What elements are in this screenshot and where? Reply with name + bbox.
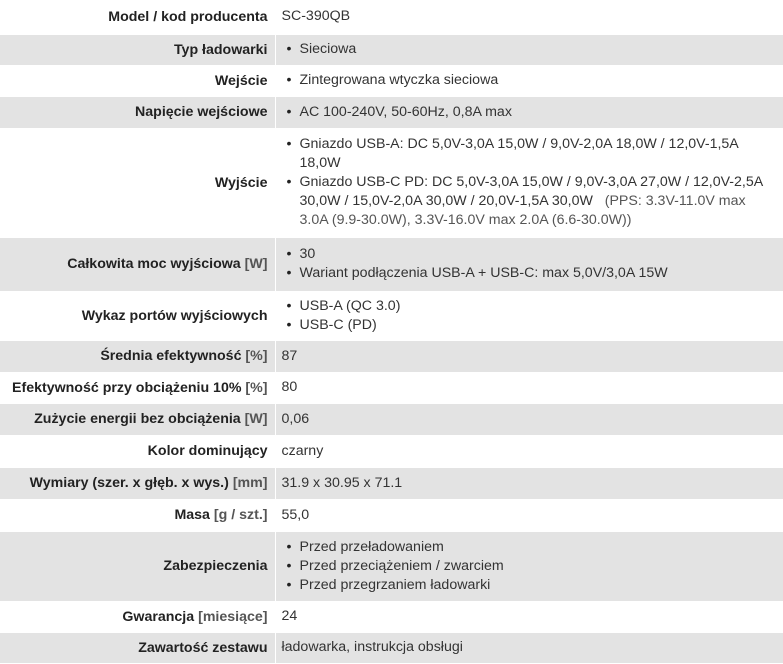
pps-note: (PPS: 3.3V-11.0V max 3.0A (9.9-30.0W), 3.3V-16.0V max 2.0A (6.6-30.0W)) [299, 193, 746, 228]
spec-label: Typ ładowarki [0, 34, 275, 65]
list-item [300, 173, 778, 230]
spec-row-model [0, 0, 783, 34]
spec-value [275, 128, 783, 237]
spec-label: Zawartość zestawu [0, 632, 275, 663]
list-item: • Przed przegrzaniem ładowarki [300, 576, 778, 595]
spec-label: Wykaz portów wyjściowych [0, 291, 275, 340]
spec-label: Zabezpieczenia [0, 531, 275, 601]
list-item: • AC 100-240V, 50-60Hz, 0,8A max [300, 103, 778, 122]
spec-row-avg-efficiency [0, 340, 783, 372]
list-item: • Sieciowa [300, 40, 778, 59]
spec-row-output [0, 128, 783, 237]
spec-value: ładowarka, instrukcja obsługi [275, 632, 783, 663]
spec-value: 87 [275, 340, 783, 372]
spec-label: Kolor dominujący [0, 435, 275, 467]
list-item: • Przed przeciążeniem / zwarciem [300, 557, 778, 576]
list-item: • Przed przeładowaniem [300, 538, 778, 557]
unit: [%] [245, 348, 268, 364]
spec-row-protections [0, 531, 783, 601]
spec-label: Efektywność przy obciążeniu 10% [%] [0, 372, 275, 403]
spec-value [275, 34, 783, 65]
spec-value: czarny [275, 435, 783, 467]
spec-value [275, 65, 783, 96]
spec-row-input-voltage [0, 96, 783, 128]
spec-row-efficiency-10 [0, 372, 783, 403]
spec-row-weight [0, 499, 783, 531]
spec-value: 31.9 x 30.95 x 71.1 [275, 467, 783, 499]
list-item: • 30 [300, 245, 778, 264]
unit: [W] [244, 256, 268, 272]
spec-row-no-load [0, 403, 783, 435]
spec-label: Zużycie energii bez obciążenia [W] [0, 403, 275, 435]
spec-label: Masa [g / szt.] [0, 499, 275, 531]
spec-value: SC-390QB [275, 0, 783, 34]
spec-label: Model / kod producenta [0, 0, 275, 34]
spec-row-ports [0, 291, 783, 340]
spec-label: Średnia efektywność [%] [0, 340, 275, 372]
spec-value: 24 [275, 601, 783, 632]
spec-row-input [0, 65, 783, 96]
spec-value: 80 [275, 372, 783, 403]
spec-row-total-power [0, 237, 783, 291]
spec-value [275, 531, 783, 601]
spec-row-color [0, 435, 783, 467]
spec-label: Wejście [0, 65, 275, 96]
spec-value [275, 96, 783, 128]
spec-row-charger-type [0, 34, 783, 65]
list-item: • Zintegrowana wtyczka sieciowa [300, 71, 778, 90]
unit: [g / szt.] [213, 507, 268, 523]
spec-value [275, 291, 783, 340]
spec-label: Wyjście [0, 128, 275, 237]
spec-value: 0,06 [275, 403, 783, 435]
spec-value: 55,0 [275, 499, 783, 531]
spec-row-package [0, 632, 783, 663]
output-usbc-text: Gniazdo USB-C PD: DC 5,0V-3,0A 15,0W / 9,0V-3,0A 27,0W / 12,0V-2,5A 30,0W / 15,0V-2,0A 30,0W / 20,0V-1,5A 30,0W [299, 174, 763, 209]
unit: [%] [245, 379, 268, 396]
list-item: • Gniazdo USB-A: DC 5,0V-3,0A 15,0W / 9,0V-2,0A 18,0W / 12,0V-1,5A 18,0W [300, 135, 778, 173]
spec-row-dimensions [0, 467, 783, 499]
spec-row-warranty [0, 601, 783, 632]
spec-label: Napięcie wejściowe [0, 96, 275, 128]
spec-value [275, 237, 783, 291]
spec-label: Całkowita moc wyjściowa [W] [0, 237, 275, 291]
list-item: • Wariant podłączenia USB-A + USB-C: max 5,0V/3,0A 15W [300, 264, 778, 283]
list-item: • USB-C (PD) [300, 316, 778, 335]
unit: [mm] [232, 475, 268, 491]
unit: [miesiące] [198, 608, 268, 625]
list-item: • USB-A (QC 3.0) [300, 297, 778, 316]
spec-label: Gwarancja [miesiące] [0, 601, 275, 632]
spec-label: Wymiary (szer. x głęb. x wys.) [mm] [0, 467, 275, 499]
unit: [W] [244, 411, 268, 427]
